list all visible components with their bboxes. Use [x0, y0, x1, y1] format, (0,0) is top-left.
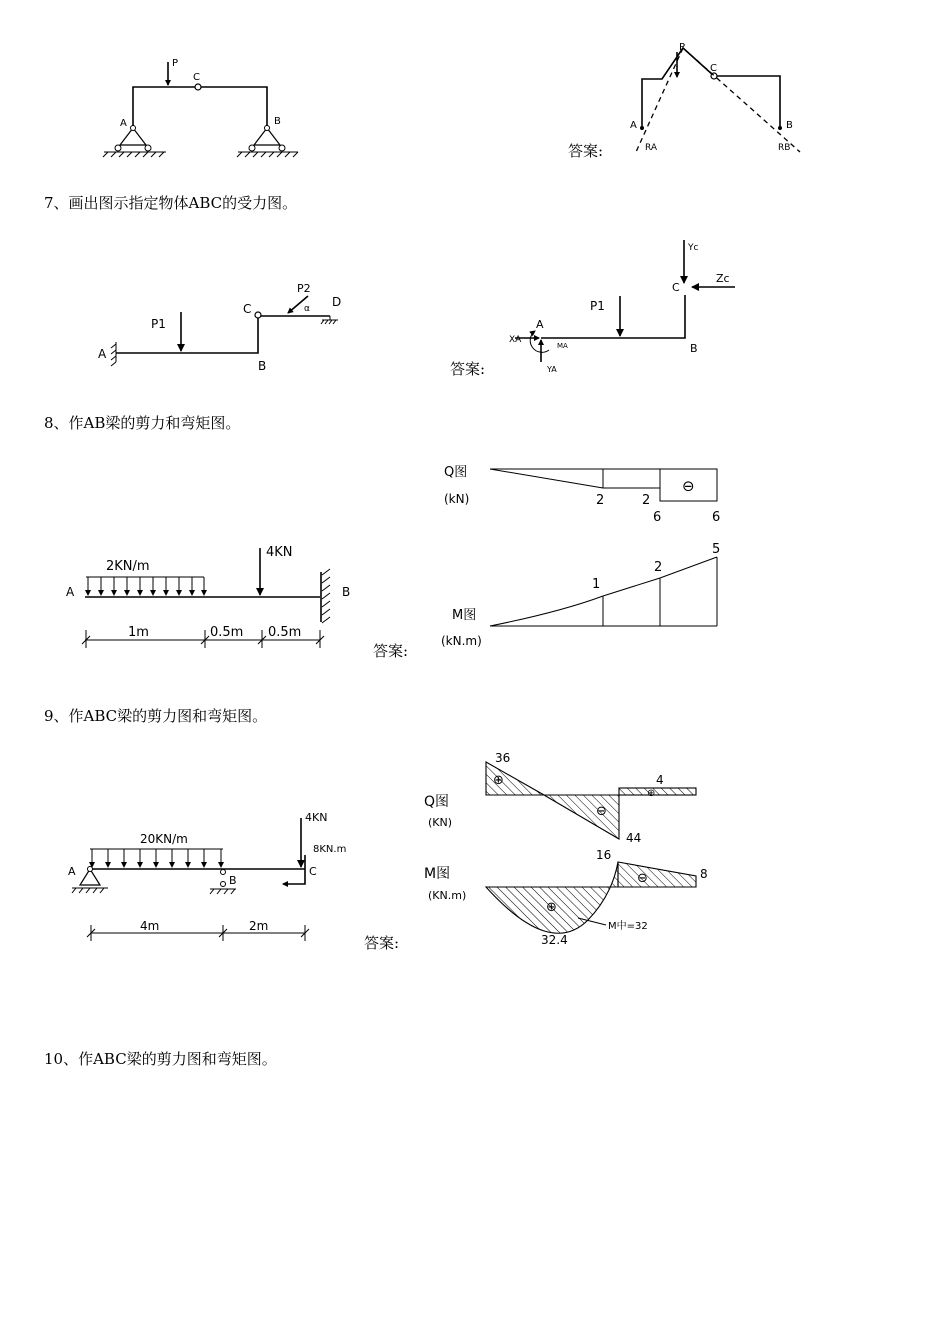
fig8-label-a: A	[66, 585, 75, 599]
fig7-answer-label-c: C	[672, 281, 680, 294]
fig9-shear-diagram	[486, 762, 696, 839]
fig8-label-dim1: 1m	[128, 625, 149, 640]
fig7-answer-beam	[515, 240, 735, 362]
answer-label-6: 答案:	[568, 142, 604, 160]
answer-label-8: 答案:	[373, 642, 409, 660]
fig9-q-plus-sign-2: ⊕	[647, 788, 656, 799]
fig7-label-b: B	[258, 359, 267, 373]
question-10: 10、作ABC梁的剪力图和弯矩图。	[44, 1050, 277, 1068]
fig9-label-dim2: 2m	[249, 919, 269, 933]
fig9-q-minus-sign: ⊖	[596, 804, 607, 819]
question-9: 9、作ABC梁的剪力图和弯矩图。	[44, 707, 268, 725]
fig8-label-force: 4KN	[266, 545, 293, 560]
fig8-label-b: B	[342, 585, 351, 599]
fig6-label-a: A	[120, 118, 127, 129]
fig9-q-title: Q图	[424, 794, 450, 810]
fig7-answer-label-p1: P1	[590, 299, 605, 313]
fig9-label-dim1: 4m	[140, 919, 160, 933]
fig9-m-mid-value: M中=32	[608, 921, 648, 932]
question-7: 7、画出图示指定物体ABC的受力图。	[44, 194, 298, 212]
fig7-answer-label-zc: Zc	[716, 272, 730, 285]
fig8-m-value-3: 5	[712, 542, 721, 557]
fig8-q-title: Q图	[444, 465, 468, 480]
fig6-answer-label-ra: RA	[645, 143, 658, 153]
fig9-label-a: A	[68, 865, 76, 878]
fig9-q-value-4: 4	[656, 773, 664, 787]
fig7-answer-label-b: B	[690, 342, 698, 355]
fig7-label-p2: P2	[297, 282, 311, 295]
fig9-q-unit: (KN)	[428, 816, 453, 829]
fig7-label-c: C	[243, 302, 252, 316]
fig9-label-moment: 8KN.m	[313, 844, 347, 855]
fig9-m-title: M图	[424, 866, 451, 882]
fig9-label-force: 4KN	[305, 811, 328, 824]
fig8-q-value-3: 6	[653, 510, 662, 525]
fig8-q-value-2: 2	[642, 493, 651, 508]
fig7-answer-label-a: A	[536, 318, 544, 331]
fig6-answer-label-c: C	[710, 63, 717, 74]
fig8-moment-diagram	[490, 557, 717, 626]
fig9-q-value-44: 44	[626, 831, 642, 845]
fig9-label-b: B	[229, 874, 237, 887]
fig8-q-unit: (kN)	[444, 492, 470, 506]
fig7-label-alpha: α	[304, 304, 310, 314]
fig7-answer-label-xa: XA	[509, 335, 522, 345]
fig6-answer-frame	[636, 48, 800, 152]
fig8-q-value-4: 6	[712, 510, 721, 525]
fig9-load-arrows	[92, 849, 221, 867]
fig8-m-unit: (kN.m)	[441, 634, 482, 648]
fig7-label-a: A	[98, 347, 107, 361]
fig8-label-dim3: 0.5m	[268, 625, 302, 640]
fig9-moment-diagram	[486, 862, 696, 933]
fig9-q-value-36: 36	[495, 751, 511, 765]
fig7-label-d: D	[332, 295, 342, 309]
fig9-m-unit: (KN.m)	[428, 889, 467, 902]
fig6-answer-label-a: A	[630, 120, 637, 131]
answer-label-9: 答案:	[364, 934, 400, 952]
fig9-m-plus-sign: ⊕	[546, 900, 557, 915]
fig8-load-arrows	[88, 577, 204, 595]
fig9-m-value-8: 8	[700, 867, 708, 881]
fig9-m-value-32-4: 32.4	[541, 933, 568, 947]
answer-label-7: 答案:	[450, 360, 486, 378]
fig8-label-dim2: 0.5m	[210, 625, 244, 640]
fig9-q-plus-sign: ⊕	[493, 773, 504, 788]
fig6-label-p: P	[172, 58, 179, 69]
fig8-m-title: M图	[452, 608, 477, 623]
fig9-m-minus-sign: ⊖	[637, 871, 648, 886]
fig8-m-value-2: 2	[654, 560, 663, 575]
fig6-answer-label-rb: RB	[778, 143, 791, 153]
fig7-label-p1: P1	[151, 317, 166, 331]
fig6-label-b: B	[274, 116, 281, 127]
fig7-answer-label-ma: MA	[557, 342, 568, 350]
fig6-label-c: C	[193, 72, 200, 83]
fig7-answer-label-yc: Yc	[688, 243, 699, 253]
fig6-answer-label-p: P	[679, 42, 686, 53]
fig8-m-value-1: 1	[592, 577, 601, 592]
fig9-label-c: C	[309, 865, 317, 878]
fig8-q-value-1: 2	[596, 493, 605, 508]
fig6-answer-label-b: B	[786, 120, 793, 131]
question-8: 8、作AB梁的剪力和弯矩图。	[44, 414, 241, 432]
fig8-label-load: 2KN/m	[106, 559, 150, 574]
fig7-answer-label-ya: YA	[547, 365, 557, 374]
fig9-beam	[72, 818, 309, 941]
fig6-frame	[103, 62, 298, 157]
fig9-m-value-16: 16	[596, 848, 612, 862]
fig8-minus-sign: ⊖	[682, 477, 695, 495]
fig9-label-load: 20KN/m	[140, 832, 188, 846]
